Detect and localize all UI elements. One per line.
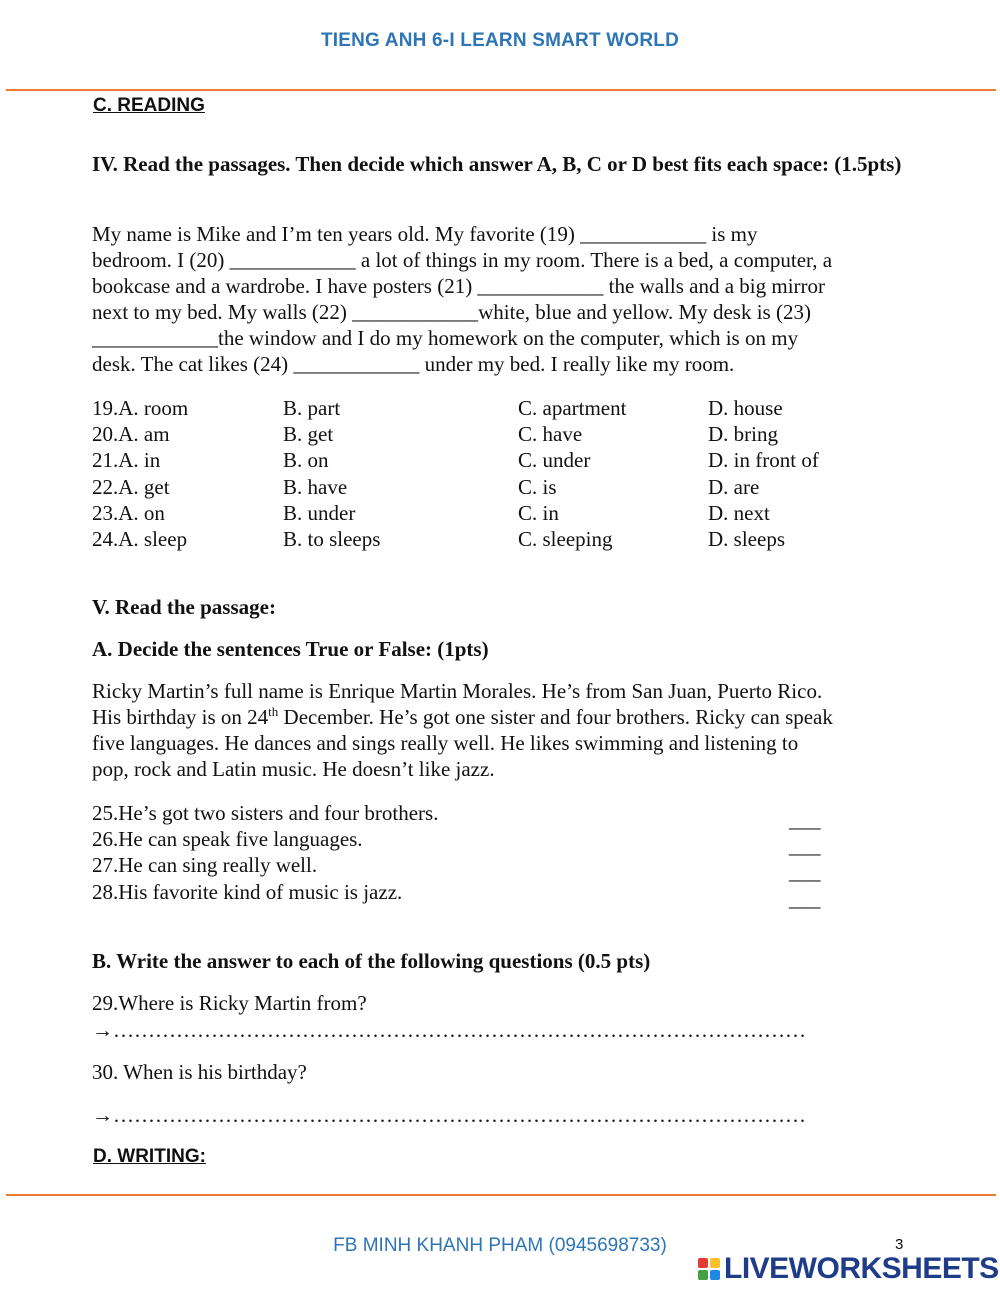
option-a: 21.A. in (92, 448, 161, 473)
statement-row (92, 827, 842, 859)
option-b: B. on (283, 448, 329, 473)
footer-credit: FB MINH KHANH PHAM (0945698733) (333, 1235, 667, 1256)
question-30: 30. When is his birthday? (92, 1060, 307, 1084)
passage-line: next to my bed. My walls (22) ____________white, blue and yellow. My desk is (23) (92, 300, 811, 324)
part4-passage (92, 221, 922, 377)
passage-line: bedroom. I (20) ____________ a lot of things in my room. There is a bed, a computer, a (92, 248, 833, 272)
passage-line (92, 704, 922, 730)
header-title: TIENG ANH 6-I LEARN SMART WORLD (320, 30, 680, 51)
ordinal-suffix: th (268, 704, 279, 719)
option-row (92, 526, 892, 552)
part5-subheading-b: B. Write the answer to each of the following questions (0.5 pts) (92, 949, 651, 973)
option-a: 20.A. am (92, 422, 170, 447)
option-a: 24.A. sleep (92, 526, 188, 551)
option-b: B. get (283, 422, 334, 447)
passage-text: His birthday is on 24 (92, 705, 269, 729)
answer-blank[interactable]: ___ (789, 808, 821, 832)
question-29: 29.Where is Ricky Martin from? (92, 991, 367, 1015)
statement-row (92, 853, 842, 885)
answer-line-29[interactable]: →……………………………………………………………………………………… (92, 1018, 806, 1042)
answer-blank[interactable]: ___ (789, 886, 821, 911)
answer-blank[interactable]: ___ (789, 860, 821, 885)
option-d: D. are (708, 474, 760, 499)
passage-line: ____________the window and I do my homework on the computer, which is on my (92, 326, 799, 350)
passage-line: Ricky Martin’s full name is Enrique Martin Morales. He’s from San Juan, Puerto Rico. (92, 679, 823, 703)
option-b: B. part (283, 396, 341, 420)
option-b: B. have (283, 474, 348, 499)
answer-options (92, 395, 892, 552)
logo-mark-icon (698, 1258, 720, 1280)
passage-line: My name is Mike and I’m ten years old. My favorite (19) ____________ is my (92, 222, 758, 246)
statement-text: 27.He can sing really well. (92, 853, 318, 878)
footer-divider (6, 1194, 996, 1196)
logo-text: LIVEWORKSHEETS (724, 1252, 999, 1285)
passage-line: five languages. He dances and sings really well. He likes swimming and listening to (92, 731, 799, 755)
statement-text: 26.He can speak five languages. (92, 827, 363, 852)
option-a: 23.A. on (92, 500, 165, 525)
part5-title: V. Read the passage: (92, 595, 276, 619)
header-divider (6, 89, 996, 91)
statement-text: 28.His favorite kind of music is jazz. (92, 879, 403, 904)
part5-subheading-a: A. Decide the sentences True or False: (1pts) (92, 637, 489, 661)
option-c: C. is (518, 474, 557, 499)
passage-line: desk. The cat likes (24) ____________ under my bed. I really like my room. (92, 352, 735, 376)
option-row (92, 500, 892, 526)
liveworksheets-logo[interactable] (698, 1252, 999, 1286)
option-row (92, 474, 892, 500)
option-d: D. next (708, 500, 770, 525)
option-d: D. sleeps (708, 526, 785, 551)
option-c: C. in (518, 500, 559, 525)
passage-line: pop, rock and Latin music. He doesn’t like jazz. (92, 757, 495, 781)
true-false-list (92, 801, 842, 911)
option-a: 19.A. room (92, 396, 189, 420)
statement-row (92, 801, 842, 832)
part5-passage (92, 678, 922, 782)
option-c: C. apartment (518, 396, 627, 420)
reading-heading: C. READING (93, 95, 205, 116)
passage-line: bookcase and a wardrobe. I have posters (21) ____________ the walls and a big mirror (92, 274, 826, 298)
answer-blank[interactable]: ___ (789, 834, 821, 859)
option-b: B. under (283, 500, 356, 525)
option-b: B. to sleeps (283, 526, 381, 551)
option-c: C. have (518, 422, 583, 447)
option-row (92, 395, 892, 421)
option-d: D. bring (708, 422, 778, 447)
option-c: C. under (518, 448, 591, 473)
option-row (92, 421, 892, 447)
option-row (92, 447, 892, 473)
statement-row (92, 879, 842, 911)
passage-text: December. He’s got one sister and four brothers. Ricky can speak (278, 705, 833, 729)
option-d: D. house (708, 396, 783, 420)
option-c: C. sleeping (518, 526, 613, 551)
option-d: D. in front of (708, 448, 819, 473)
answer-line-30[interactable]: →……………………………………………………………………………………… (92, 1103, 806, 1127)
option-a: 22.A. get (92, 474, 170, 499)
part4-instruction: IV. Read the passages. Then decide which answer A, B, C or D best fits each space: (1.5pts) (92, 152, 902, 176)
page-number: 3 (895, 1236, 904, 1253)
statement-text: 25.He’s got two sisters and four brothers. (92, 801, 439, 825)
writing-heading: D. WRITING: (93, 1146, 206, 1167)
